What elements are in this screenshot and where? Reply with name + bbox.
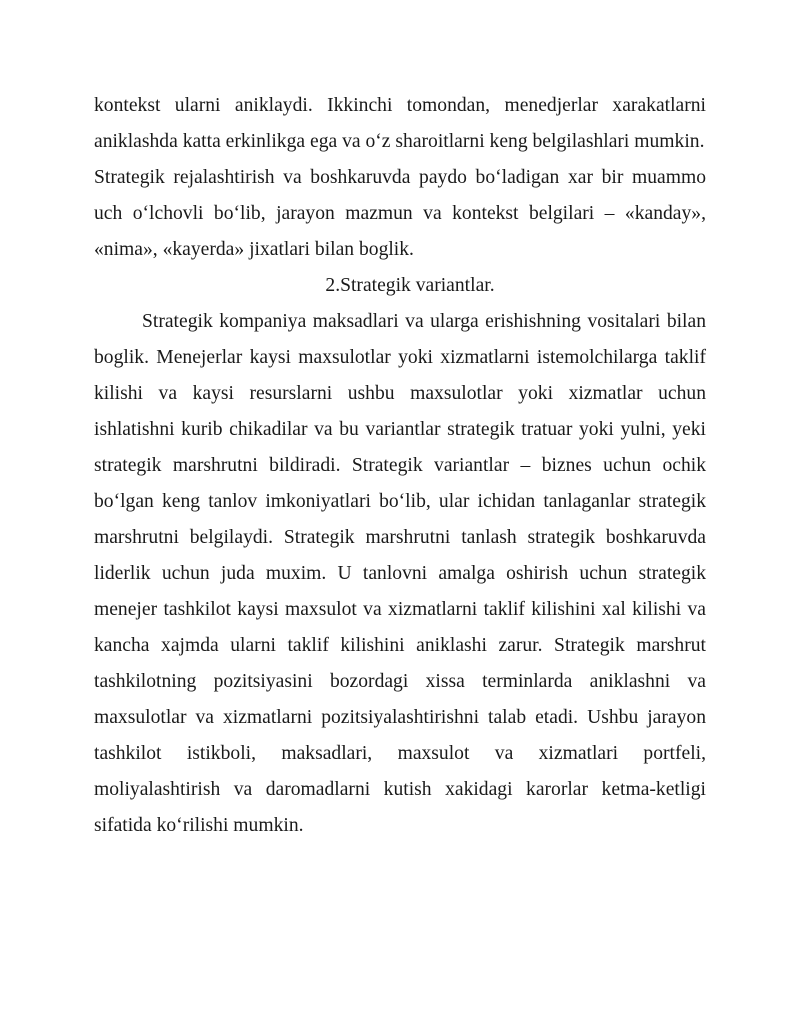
paragraph-three-dimensional-problem: Strategik rejalashtirish va boshkaruvda paydo bo‘ladigan xar bir muammo uch o‘lchovli bo‘lib, jarayon mazmun va kontekst belgilari – «kanday», «nima», «kayerda» jixatlari bilan boglik. — [94, 167, 706, 260]
paragraph-context: kontekst ularni aniklaydi. Ikkinchi tomondan, menedjerlar xarakatlarni aniklashda katta erkinlikga ega va o‘z sharoitlarni keng belgilashlari mumkin. — [94, 95, 706, 152]
section-heading: 2.Strategik variantlar. — [325, 275, 495, 296]
document-page — [94, 88, 706, 844]
paragraph-strategic-variants: Strategik kompaniya maksadlari va ularga erishishning vositalari bilan boglik. Menejerlar kaysi maxsulotlar yoki xizmatlarni istemolchilarga taklif kilishi va kaysi resurslarni ushbu maxsulotlar yoki xizmatlar uchun ishlatishni kurib chikadilar va bu variantlar strategik tratuar yoki yulni, yeki strategik marshrutni bildiradi. Strategik variantlar – biznes uchun ochik bo‘lgan keng tanlov imkoniyatlari bo‘lib, ular ichidan tanlaganlar strategik marshrutni belgilaydi. Strategik marshrutni tanlash strategik boshkaruvda liderlik uchun juda muxim. U tanlovni amalga oshirish uchun strategik menejer tashkilot kaysi maxsulot va xizmatlarni taklif kilishini xal kilishi va kancha xajmda ularni taklif kilishini aniklashi zarur. Strategik marshrut tashkilotning pozitsiyasini bozordagi xissa terminlarda aniklashni va maxsulotlar va xizmatlarni pozitsiyalashtirishni talab etadi. Ushbu jarayon tashkilot istikboli, maksadlari, maxsulot va xizmatlari portfeli, moliyalashtirish va daromadlarni kutish xakidagi karorlar ketma-ketligi sifatida ko‘rilishi mumkin. — [94, 311, 706, 836]
